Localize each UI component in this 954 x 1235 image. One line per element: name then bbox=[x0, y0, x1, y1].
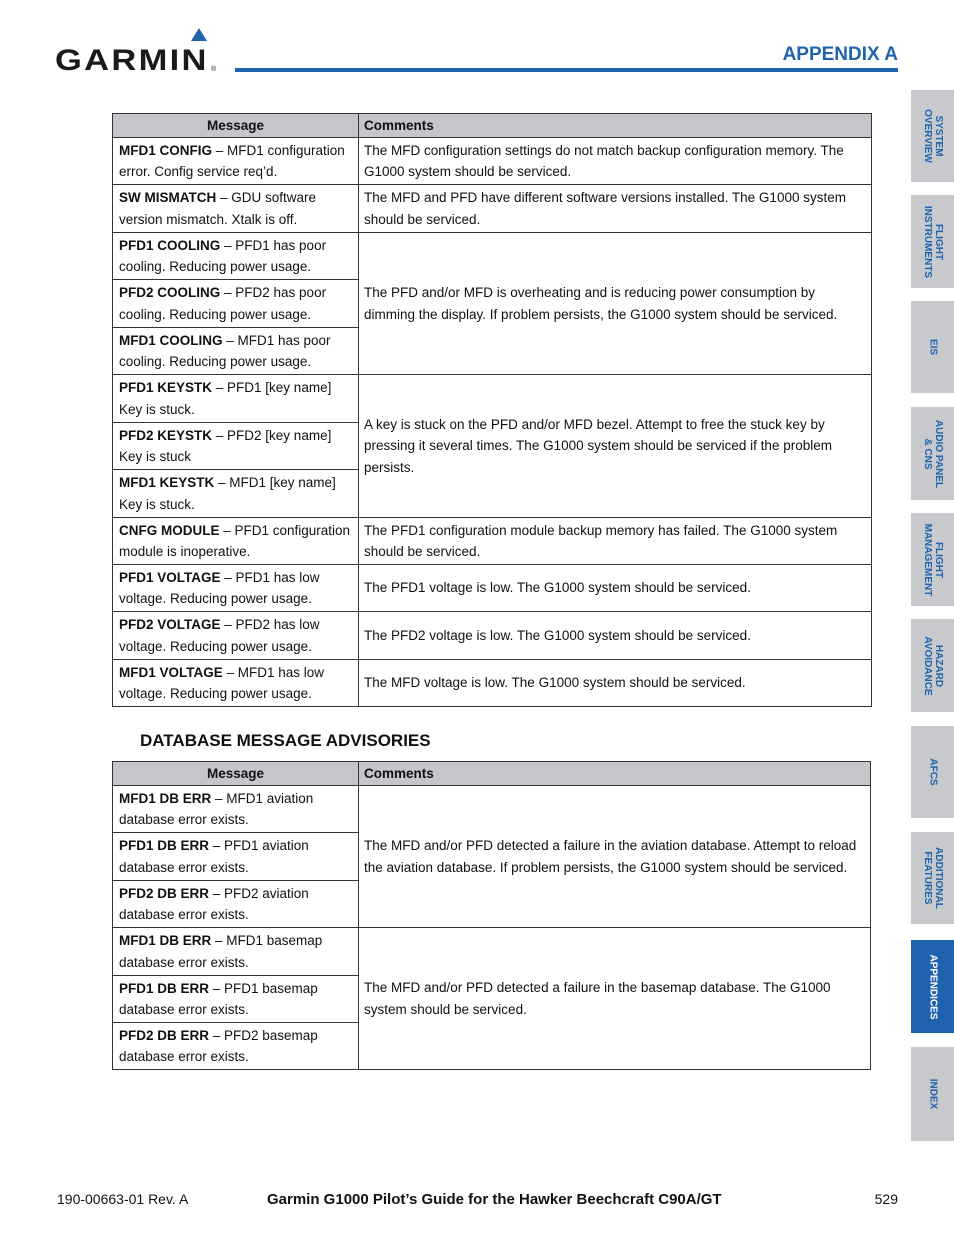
message-code: PFD2 COOLING bbox=[119, 285, 221, 300]
comment-cell: The MFD and/or PFD detected a failure in the basemap database. The G1000 system should be serviced. bbox=[359, 928, 871, 1070]
message-code: PFD1 KEYSTK bbox=[119, 380, 213, 395]
message-text: – PFD1 has low voltage. Reducing power usage. bbox=[119, 569, 320, 606]
message-code: PFD1 DB ERR bbox=[119, 980, 210, 996]
logo-triangle-icon bbox=[191, 28, 207, 41]
message-cell bbox=[113, 185, 359, 233]
table-row bbox=[113, 928, 871, 976]
message-text: – PFD2 has poor cooling. Reducing power usage. bbox=[119, 285, 327, 322]
message-code: MFD1 DB ERR bbox=[119, 933, 212, 948]
tab-appendices[interactable] bbox=[911, 940, 954, 1033]
message-cell bbox=[113, 612, 359, 660]
comment-cell: The MFD and/or PFD detected a failure in the aviation database. Attempt to reload the aviation database. If problem persists, the G1000 system should be serviced. bbox=[359, 786, 871, 928]
message-code: PFD2 KEYSTK bbox=[119, 427, 213, 443]
table-row bbox=[113, 138, 872, 185]
section-title: DATABASE MESSAGE ADVISORIES bbox=[140, 731, 431, 750]
message-cell bbox=[113, 833, 359, 881]
column-header-message: Message bbox=[113, 114, 359, 138]
message-code: PFD2 DB ERR bbox=[119, 885, 210, 901]
message-text: – MFD1 [key name] Key is stuck. bbox=[119, 475, 336, 512]
comment-cell: The PFD2 voltage is low. The G1000 system should be serviced. bbox=[359, 612, 872, 660]
message-code: PFD1 DB ERR bbox=[119, 838, 210, 853]
tab-label: HAZARD AVOIDANCE bbox=[921, 635, 944, 696]
tab-system-overview[interactable] bbox=[911, 90, 954, 182]
message-text: – PFD1 aviation database error exists. bbox=[119, 838, 309, 875]
tab-flight-management[interactable] bbox=[911, 513, 954, 606]
section-heading: APPENDIX A bbox=[782, 44, 898, 65]
tab-eis[interactable] bbox=[911, 301, 954, 393]
tab-label: INDEX bbox=[927, 1078, 938, 1110]
message-cell bbox=[113, 328, 359, 375]
message-cell bbox=[113, 928, 359, 976]
message-code: MFD1 VOLTAGE bbox=[119, 664, 223, 680]
message-text: – PFD2 aviation database error exists. bbox=[119, 885, 309, 922]
database-messages-table bbox=[112, 761, 871, 1070]
tab-additional-features[interactable] bbox=[911, 832, 954, 924]
message-cell bbox=[113, 881, 359, 928]
message-cell bbox=[113, 470, 359, 518]
message-cell bbox=[113, 233, 359, 280]
comment-cell: The MFD and PFD have different software versions installed. The G1000 system should be serviced. bbox=[359, 185, 872, 233]
tab-label: FLIGHT MANAGEMENT bbox=[921, 523, 944, 596]
column-header-comments: Comments bbox=[359, 762, 871, 786]
message-code: MFD1 DB ERR bbox=[119, 790, 212, 806]
column-header-message: Message bbox=[113, 762, 359, 786]
document-title: Garmin G1000 Pilot’s Guide for the Hawker Beechcraft C90A/GT bbox=[267, 1191, 722, 1208]
comment-cell: The MFD voltage is low. The G1000 system should be serviced. bbox=[359, 660, 872, 707]
message-cell bbox=[113, 786, 359, 833]
document-number: 190-00663-01 Rev. A bbox=[57, 1191, 189, 1207]
table-row bbox=[113, 185, 872, 233]
message-code: PFD1 VOLTAGE bbox=[119, 569, 221, 585]
table-row bbox=[113, 612, 872, 660]
tab-label: AUDIO PANEL & CNS bbox=[921, 419, 944, 488]
message-cell bbox=[113, 660, 359, 707]
message-text: – PFD2 has low voltage. Reducing power usage. bbox=[119, 617, 320, 654]
brand-name: GARMIN bbox=[55, 44, 209, 77]
message-code: MFD1 KEYSTK bbox=[119, 475, 215, 490]
tab-label: FLIGHT INSTRUMENTS bbox=[921, 205, 944, 278]
message-cell bbox=[113, 976, 359, 1023]
message-text: – GDU software version mismatch. Xtalk is off. bbox=[119, 190, 317, 227]
message-text: – PFD1 [key name] Key is stuck. bbox=[119, 380, 332, 417]
message-cell bbox=[113, 375, 359, 423]
message-cell bbox=[113, 280, 359, 328]
table-row bbox=[113, 518, 872, 565]
page-number: 529 bbox=[874, 1191, 898, 1207]
garmin-logo bbox=[55, 28, 220, 76]
table-header-row bbox=[113, 762, 871, 786]
tab-flight-instruments[interactable] bbox=[911, 195, 954, 288]
table-row bbox=[113, 565, 872, 612]
message-text: – PFD2 basemap database error exists. bbox=[119, 1027, 318, 1064]
table-row bbox=[113, 375, 872, 423]
table-row bbox=[113, 786, 871, 833]
message-text: – PFD1 has poor cooling. Reducing power usage. bbox=[119, 237, 327, 274]
message-cell bbox=[113, 1023, 359, 1070]
comment-cell: The PFD1 voltage is low. The G1000 system should be serviced. bbox=[359, 565, 872, 612]
message-text: – MFD1 has low voltage. Reducing power usage. bbox=[119, 664, 325, 701]
message-text: – MFD1 aviation database error exists. bbox=[119, 790, 314, 827]
message-code: PFD2 DB ERR bbox=[119, 1027, 210, 1043]
message-text: – MFD1 configuration error. Config service req’d. bbox=[119, 142, 345, 179]
tab-label: EIS bbox=[927, 338, 938, 356]
message-code: PFD2 VOLTAGE bbox=[119, 617, 221, 632]
tab-hazard-avoidance[interactable] bbox=[911, 619, 954, 712]
message-text: – PFD1 basemap database error exists. bbox=[119, 980, 318, 1017]
message-cell bbox=[113, 423, 359, 470]
comment-cell: The MFD configuration settings do not match backup configuration memory. The G1000 system should be serviced. bbox=[359, 138, 872, 185]
tab-audio-panel-cns[interactable] bbox=[911, 407, 954, 500]
tab-afcs[interactable] bbox=[911, 726, 954, 818]
message-code: MFD1 CONFIG bbox=[119, 142, 212, 158]
message-text: – MFD1 has poor cooling. Reducing power usage. bbox=[119, 332, 331, 369]
message-code: CNFG MODULE bbox=[119, 522, 220, 538]
message-cell bbox=[113, 518, 359, 565]
tab-label: AFCS bbox=[927, 758, 938, 786]
message-code: MFD1 COOLING bbox=[119, 332, 223, 348]
message-code: SW MISMATCH bbox=[119, 190, 217, 205]
table-row bbox=[113, 233, 872, 280]
tab-label: APPENDICES bbox=[927, 953, 938, 1020]
tab-label: SYSTEM OVERVIEW bbox=[921, 109, 944, 163]
message-code: PFD1 COOLING bbox=[119, 237, 221, 253]
message-text: – PFD1 configuration module is inoperative. bbox=[119, 522, 351, 559]
comment-cell: A key is stuck on the PFD and/or MFD bezel. Attempt to free the stuck key by pressing it several times. The G1000 system should be serviced if the problem persists. bbox=[359, 375, 872, 518]
table-header-row bbox=[113, 114, 872, 138]
message-text: – MFD1 basemap database error exists. bbox=[119, 933, 323, 970]
message-cell bbox=[113, 138, 359, 185]
table-row bbox=[113, 660, 872, 707]
tab-label: ADDITIONAL FEATURES bbox=[921, 847, 944, 909]
comment-cell: The PFD1 configuration module backup memory has failed. The G1000 system should be serviced. bbox=[359, 518, 872, 565]
header-rule bbox=[235, 68, 898, 72]
message-text: – PFD2 [key name] Key is stuck bbox=[119, 427, 332, 464]
comment-cell: The PFD and/or MFD is overheating and is reducing power consumption by dimming the display. If problem persists, the G1000 system should be serviced. bbox=[359, 233, 872, 375]
column-header-comments: Comments bbox=[359, 114, 872, 138]
registered-mark: ® bbox=[211, 66, 217, 73]
message-cell bbox=[113, 565, 359, 612]
tab-index[interactable] bbox=[911, 1047, 954, 1141]
system-messages-table bbox=[112, 113, 872, 707]
